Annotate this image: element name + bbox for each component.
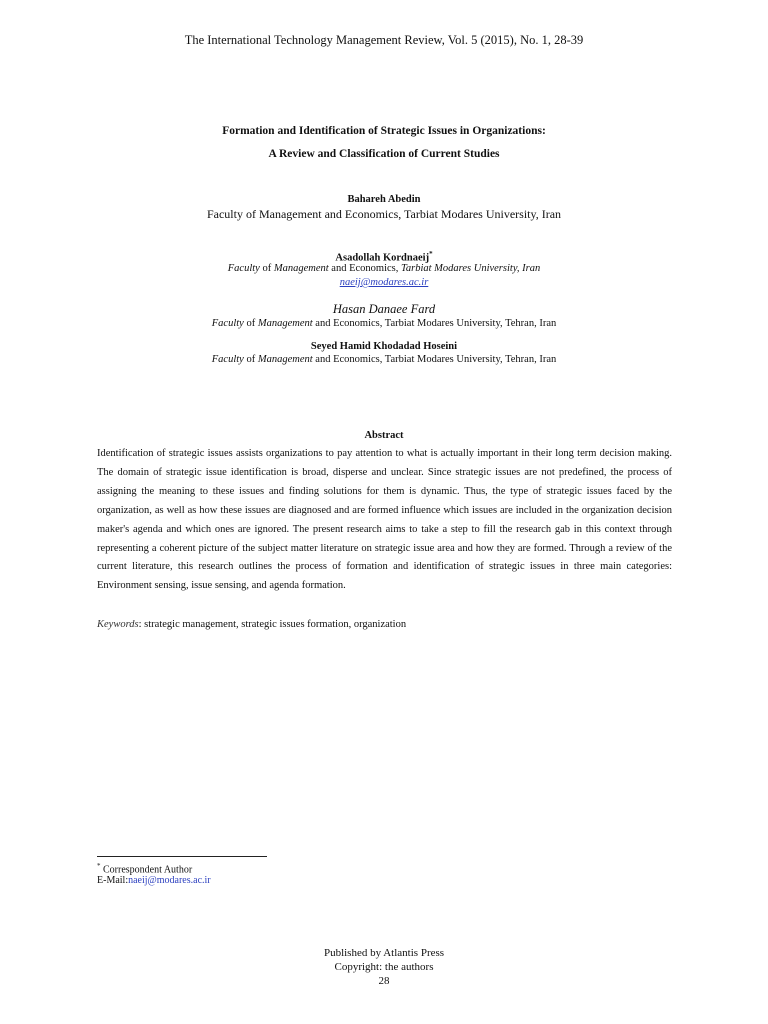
author-name-1: Bahareh Abedin — [347, 194, 421, 205]
footer-publisher: Published by Atlantis Press — [323, 947, 445, 959]
author-affiliation-1: Faculty of Management and Economics, Tarbiat Modares University, Iran — [206, 207, 562, 221]
aff-university: Tarbiat Modares University, Iran — [401, 263, 541, 274]
footnote-email — [97, 875, 211, 886]
author-name-2-text: Asadollah Kordnaeij — [335, 252, 430, 264]
author-affiliation-4 — [0, 354, 768, 365]
paper-title-line1: Formation and Identification of Strategic Issues in Organizations: — [222, 125, 546, 137]
footnote-email-label: E-Mail: — [97, 875, 129, 886]
footnote-mark: * — [97, 862, 101, 870]
aff-of: of — [259, 263, 274, 274]
keywords — [97, 619, 406, 630]
keywords-text: strategic management, strategic issues formation, organization — [144, 619, 407, 630]
aff-management: Management — [257, 354, 313, 365]
aff-faculty: Faculty — [211, 354, 244, 365]
aff-faculty: Faculty — [211, 318, 244, 329]
keywords-label: Keywords — [97, 619, 139, 630]
aff-of: of — [243, 354, 258, 365]
abstract-heading: Abstract — [364, 430, 404, 441]
author-name-3: Hasan Danaee Fard — [332, 302, 436, 316]
author-name-2 — [0, 250, 768, 264]
abstract-text: Identification of strategic issues assists organizations to pay attention to what is actually important in their long term decision making. The domain of strategic issue identification is broad, disperse and unclear. Since strategic issues are not predefined, the process of assigning the meaning to these issues and finding solutions for them is dynamic. Thus, the type of strategic issues faced by the organization, as well as how these issues are diagnosed and are formed influence which issues are included in the organization decision maker's agenda and which ones are ignored. The present research aims to take a step to fill the research gab in this context through representing a coherent picture of the subject matter literature on strategic issue area and how they are formed. Through a review of the current literature, this research outlines the process of formation and identification of strategic issues in three main categories: Environment sensing, issue sensing, and agenda formation. — [97, 448, 672, 592]
aff-economics: and Economics, — [328, 263, 401, 274]
aff-management: Management — [273, 263, 329, 274]
aff-rest: and Economics, Tarbiat Modares University, Tehran, Iran — [312, 318, 557, 329]
page-number: 28 — [378, 975, 390, 987]
author-affiliation-3 — [0, 318, 768, 329]
aff-faculty: Faculty — [227, 263, 260, 274]
footer-copyright: Copyright: the authors — [334, 961, 434, 973]
footnote-rule — [97, 856, 267, 857]
paper-title-line2: A Review and Classification of Current Studies — [268, 148, 500, 160]
aff-of: of — [243, 318, 258, 329]
corresponding-mark: * — [429, 250, 433, 258]
footnote-text: Correspondent Author — [100, 864, 193, 876]
aff-rest: and Economics, Tarbiat Modares University, Tehran, Iran — [312, 354, 557, 365]
author-email-2 — [0, 277, 768, 288]
journal-header: The International Technology Management Review, Vol. 5 (2015), No. 1, 28-39 — [184, 33, 584, 47]
aff-management: Management — [257, 318, 313, 329]
footnote-email-link[interactable]: naeij@modares.ac.ir — [128, 875, 211, 886]
footnote-author — [97, 862, 192, 875]
author-affiliation-2 — [0, 263, 768, 274]
keywords-colon: : — [138, 619, 145, 630]
author-name-4: Seyed Hamid Khodadad Hoseini — [310, 341, 458, 352]
email-link[interactable]: naeij@modares.ac.ir — [339, 277, 429, 288]
